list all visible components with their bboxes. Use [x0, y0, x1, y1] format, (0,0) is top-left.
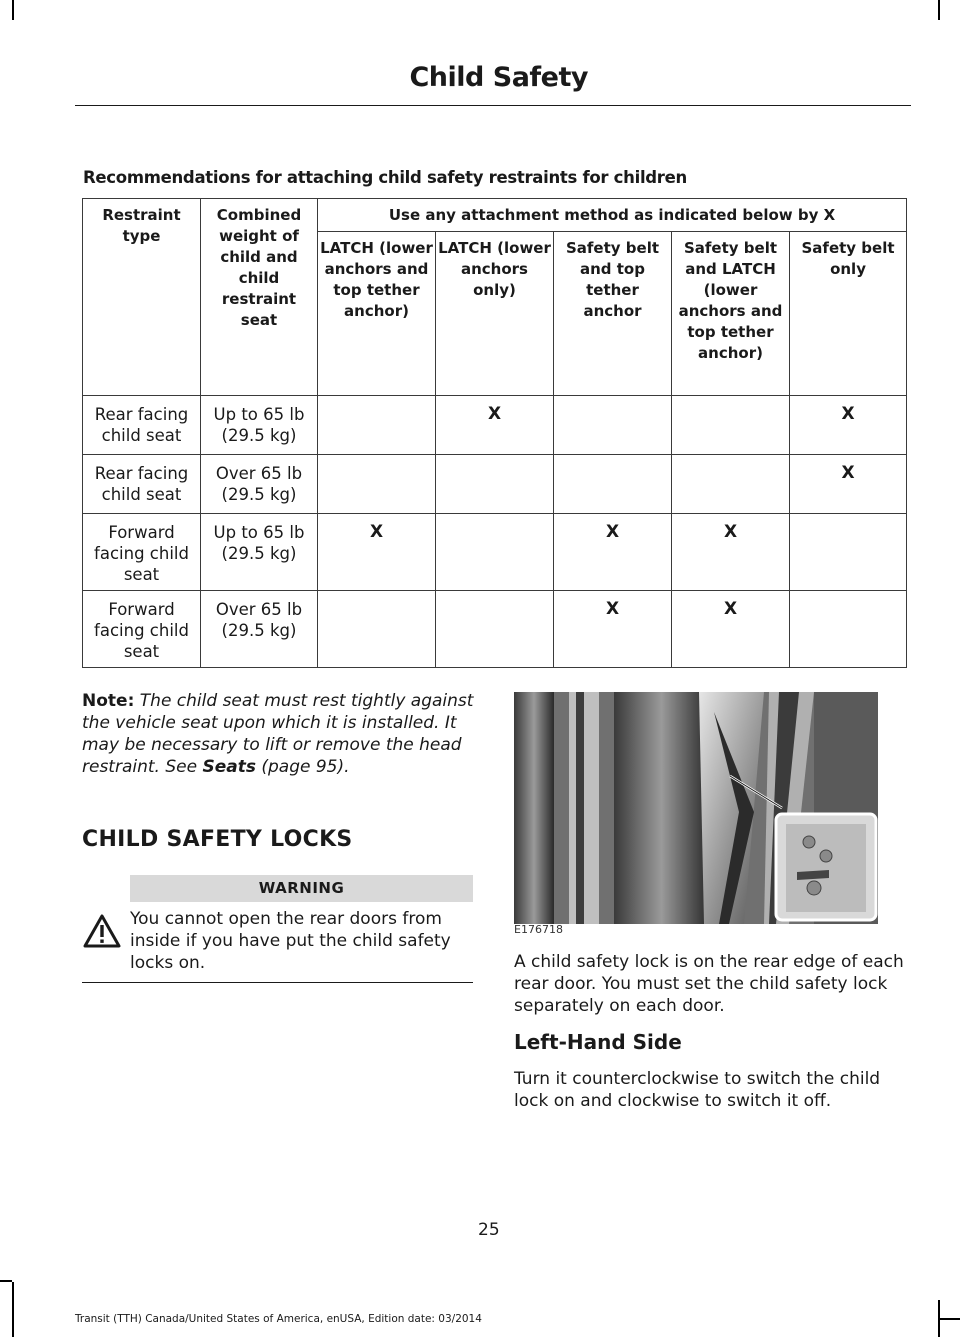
restraint-type-cell: Forward facing child seat: [83, 591, 201, 668]
body-paragraph: A child safety lock is on the rear edge of each rear door. You must set the child safety lock separately on each door.: [514, 952, 904, 1016]
table-caption: Recommendations for attaching child safety restraints for children: [83, 168, 687, 187]
child-lock-door-photo: [514, 692, 878, 924]
restraint-type-cell: Rear facing child seat: [83, 455, 201, 514]
method-mark-cell: [318, 396, 436, 455]
method-mark-cell: X: [554, 514, 672, 591]
chapter-title: Child Safety: [409, 62, 588, 93]
method-header: Safety belt and top tether anchor: [554, 232, 672, 396]
crop-mark: [12, 1282, 14, 1337]
method-mark-cell: [790, 514, 907, 591]
method-header: Safety belt and LATCH (lower anchors and top tether anchor): [672, 232, 790, 396]
header-rule: [75, 105, 911, 106]
method-mark-cell: [672, 455, 790, 514]
restraint-type-cell: Forward facing child seat: [83, 514, 201, 591]
method-mark-cell: [790, 591, 907, 668]
crop-mark: [938, 0, 940, 20]
method-header: LATCH (lower anchors and top tether anchor): [318, 232, 436, 396]
note-page-ref: (page 95).: [255, 757, 350, 777]
crop-mark: [0, 1280, 12, 1282]
combined-weight-header: Combined weight of child and child restraint seat: [201, 199, 318, 396]
method-mark-cell: X: [672, 591, 790, 668]
method-mark-cell: X: [318, 514, 436, 591]
restraint-type-header: Restraint type: [83, 199, 201, 396]
table-row: [83, 591, 907, 668]
restraint-type-cell: Rear facing child seat: [83, 396, 201, 455]
attachment-method-group-header: Use any attachment method as indicated below by X: [318, 199, 907, 232]
weight-cell: Up to 65 lb (29.5 kg): [201, 514, 318, 591]
method-mark-cell: [318, 455, 436, 514]
warning-rule: [82, 982, 473, 983]
method-mark-cell: X: [790, 455, 907, 514]
subheading: Left-Hand Side: [514, 1030, 682, 1054]
table-row: [83, 396, 907, 455]
method-mark-cell: [436, 591, 554, 668]
method-header: Safety belt only: [790, 232, 907, 396]
table-row: [83, 455, 907, 514]
figure-id: E176718: [514, 923, 563, 936]
method-mark-cell: [318, 591, 436, 668]
method-mark-cell: X: [672, 514, 790, 591]
section-title: CHILD SAFETY LOCKS: [82, 827, 353, 852]
weight-cell: Over 65 lb (29.5 kg): [201, 591, 318, 668]
warning-triangle-icon: [82, 913, 122, 949]
edition-footer: Transit (TTH) Canada/United States of America, enUSA, Edition date: 03/2014: [75, 1313, 482, 1325]
note-lead: Note:: [82, 691, 135, 711]
table-row: [83, 514, 907, 591]
method-mark-cell: X: [436, 396, 554, 455]
weight-cell: Over 65 lb (29.5 kg): [201, 455, 318, 514]
crop-mark: [12, 0, 14, 20]
method-mark-cell: [554, 455, 672, 514]
method-mark-cell: [436, 455, 554, 514]
crop-mark: [940, 1318, 960, 1320]
page-number: 25: [478, 1220, 500, 1240]
restraint-table: [82, 198, 907, 668]
method-mark-cell: [554, 396, 672, 455]
weight-cell: Up to 65 lb (29.5 kg): [201, 396, 318, 455]
seats-link[interactable]: Seats: [202, 757, 256, 777]
warning-text: You cannot open the rear doors from inside if you have put the child safety locks on.: [130, 909, 451, 973]
method-mark-cell: [672, 396, 790, 455]
note-paragraph: [82, 690, 477, 778]
method-header: LATCH (lower anchors only): [436, 232, 554, 396]
note-text: The child seat must rest tightly against the vehicle seat upon which it is installed. It may be necessary to lift or remove the head restraint. See: [82, 691, 474, 777]
body-paragraph: Turn it counterclockwise to switch the child lock on and clockwise to switch it off.: [514, 1069, 881, 1111]
warning-label: WARNING: [130, 875, 473, 902]
method-mark-cell: [436, 514, 554, 591]
method-mark-cell: X: [790, 396, 907, 455]
method-mark-cell: X: [554, 591, 672, 668]
